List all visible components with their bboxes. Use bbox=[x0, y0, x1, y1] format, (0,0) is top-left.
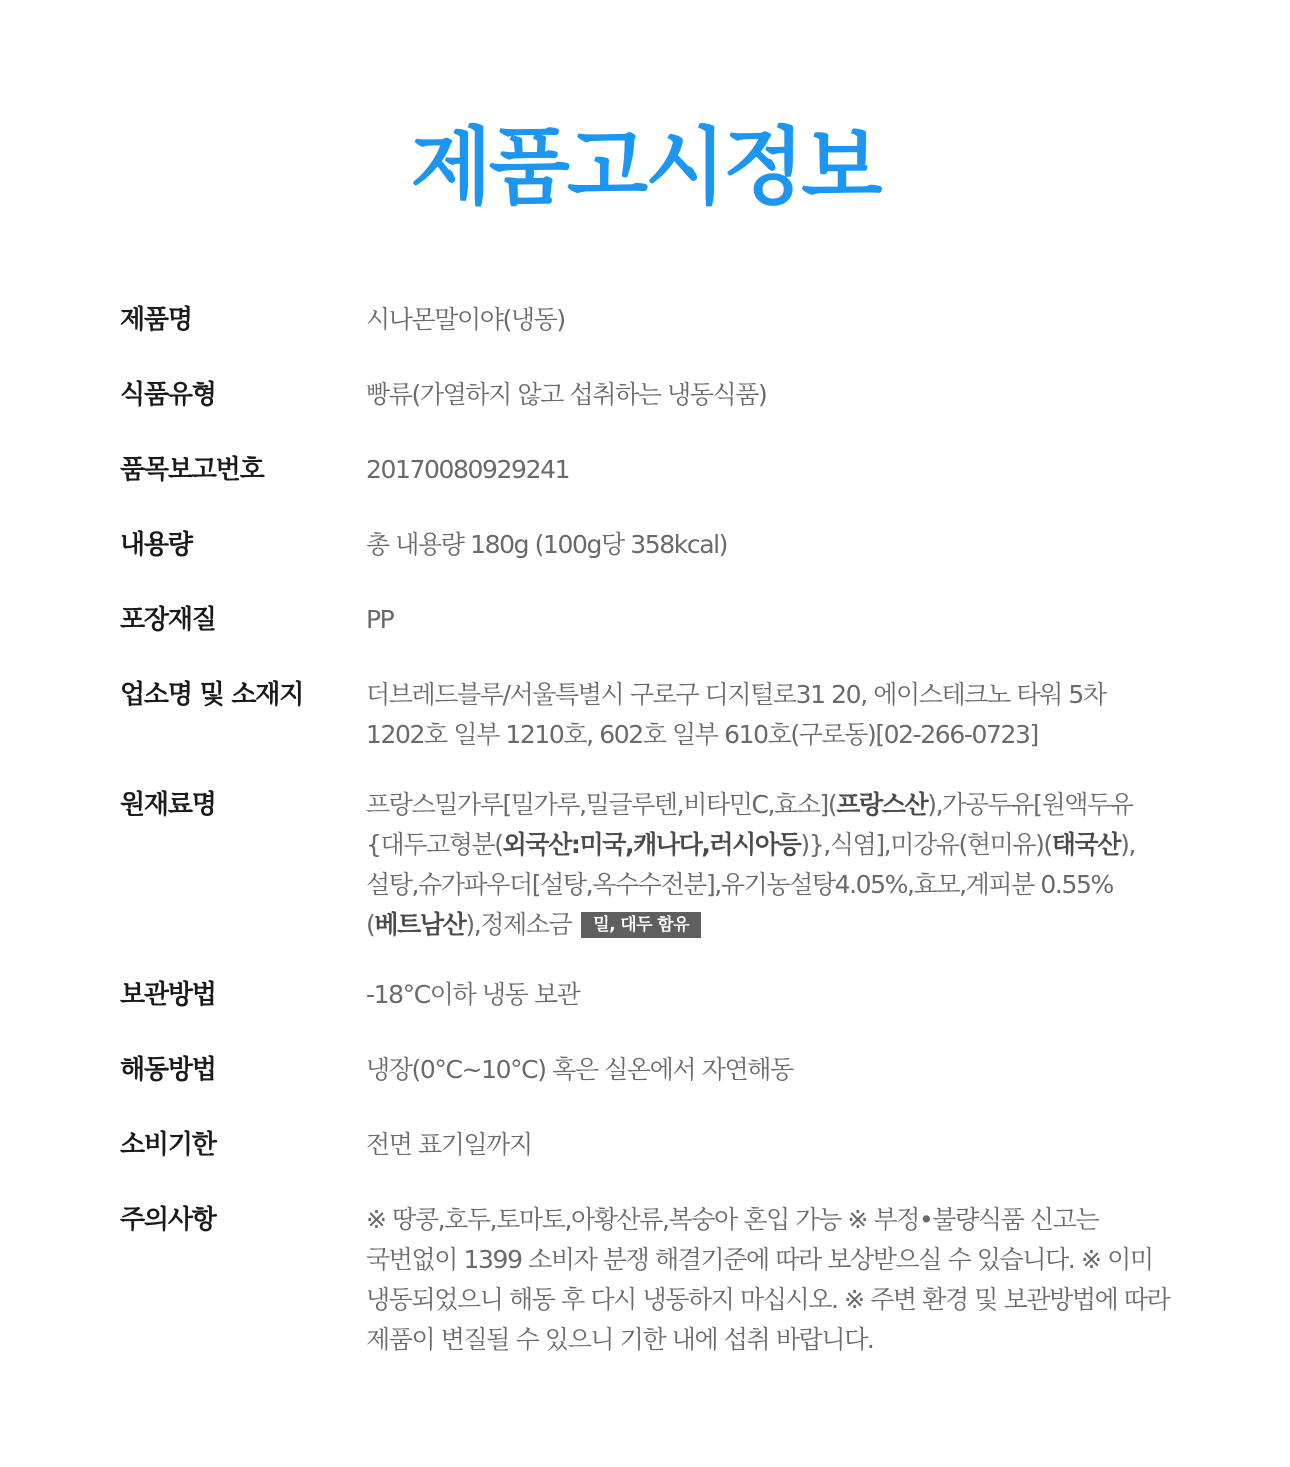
value-report-number: 20170080929241 bbox=[366, 455, 570, 484]
value-product-name: 시나몬말이야(냉동) bbox=[366, 305, 565, 334]
value-content-amount: 총 내용량 180g (100g당 358kcal) bbox=[366, 530, 728, 559]
value-ingredients bbox=[366, 785, 1180, 945]
ingredients-text-2: ),가공두유[원액두유{대두고형분( bbox=[366, 790, 1133, 859]
ingredients-text-3: )},식염],미강유(현미유)( bbox=[800, 830, 1052, 859]
label-thawing: 해동방법 bbox=[120, 1055, 216, 1085]
value-thawing: 냉장(0°C~10°C) 혹은 실온에서 자연해동 bbox=[366, 1055, 793, 1084]
value-manufacturer: 더브레드블루/서울특별시 구로구 디지털로31 20, 에이스테크노 타워 5차 1202호 일부 1210호, 602호 일부 610호(구로동)[02-266-0723] bbox=[366, 680, 1106, 749]
ingredients-text-5: ),정제소금 bbox=[465, 910, 572, 939]
label-manufacturer: 업소명 및 소재지 bbox=[120, 680, 304, 710]
origin-vietnam: 베트남산 bbox=[374, 910, 466, 939]
row-product-name bbox=[120, 300, 1180, 340]
row-expiry bbox=[120, 1125, 1180, 1165]
page-title: 제품고시정보 bbox=[410, 118, 880, 216]
row-report-number bbox=[120, 450, 1180, 490]
value-food-type: 빵류(가열하지 않고 섭취하는 냉동식품) bbox=[366, 380, 767, 409]
ingredients-text-4: ),설탕,슈가파우더[설탕,옥수수전분],유기농설탕4.05%,효모,계피분 0.55%( bbox=[366, 830, 1135, 939]
row-caution bbox=[120, 1200, 1180, 1360]
row-thawing bbox=[120, 1050, 1180, 1090]
value-expiry: 전면 표기일까지 bbox=[366, 1130, 532, 1159]
label-packaging: 포장재질 bbox=[120, 605, 216, 635]
label-expiry: 소비기한 bbox=[120, 1130, 216, 1160]
label-caution: 주의사항 bbox=[120, 1205, 216, 1235]
label-content-amount: 내용량 bbox=[120, 530, 192, 560]
label-ingredients: 원재료명 bbox=[120, 790, 216, 820]
ingredients-text-1: 프랑스밀가루[밀가루,밀글루텐,비타민C,효소]( bbox=[366, 790, 837, 819]
label-product-name: 제품명 bbox=[120, 305, 192, 335]
row-ingredients bbox=[120, 785, 1180, 945]
value-packaging: PP bbox=[366, 605, 394, 634]
row-manufacturer bbox=[120, 675, 1180, 755]
label-food-type: 식품유형 bbox=[120, 380, 216, 410]
row-storage bbox=[120, 975, 1180, 1015]
row-food-type bbox=[120, 375, 1180, 415]
product-info-table bbox=[120, 300, 1180, 1360]
label-report-number: 품목보고번호 bbox=[120, 455, 264, 485]
origin-france: 프랑스산 bbox=[836, 790, 928, 819]
allergy-badge: 밀, 대두 함유 bbox=[581, 912, 701, 938]
value-caution: ※ 땅콩,호두,토마토,아황산류,복숭아 혼입 가능 ※ 부정•불량식품 신고는 국번없이 1399 소비자 분쟁 해결기준에 따라 보상받으실 수 있습니다. ※ 이미 냉동되었으니 해동 후 다시 냉동하지 마십시오. ※ 주변 환경 및 보관방법에 따라 제품이 변질될 수 있으니 기한 내에 섭취 바랍니다. bbox=[366, 1205, 1170, 1354]
row-content-amount bbox=[120, 525, 1180, 565]
row-packaging bbox=[120, 600, 1180, 640]
value-storage: -18°C이하 냉동 보관 bbox=[366, 980, 580, 1009]
label-storage: 보관방법 bbox=[120, 980, 216, 1010]
origin-thailand: 태국산 bbox=[1051, 830, 1121, 859]
origin-soybean: 외국산:미국,캐나다,러시아등 bbox=[502, 830, 801, 859]
